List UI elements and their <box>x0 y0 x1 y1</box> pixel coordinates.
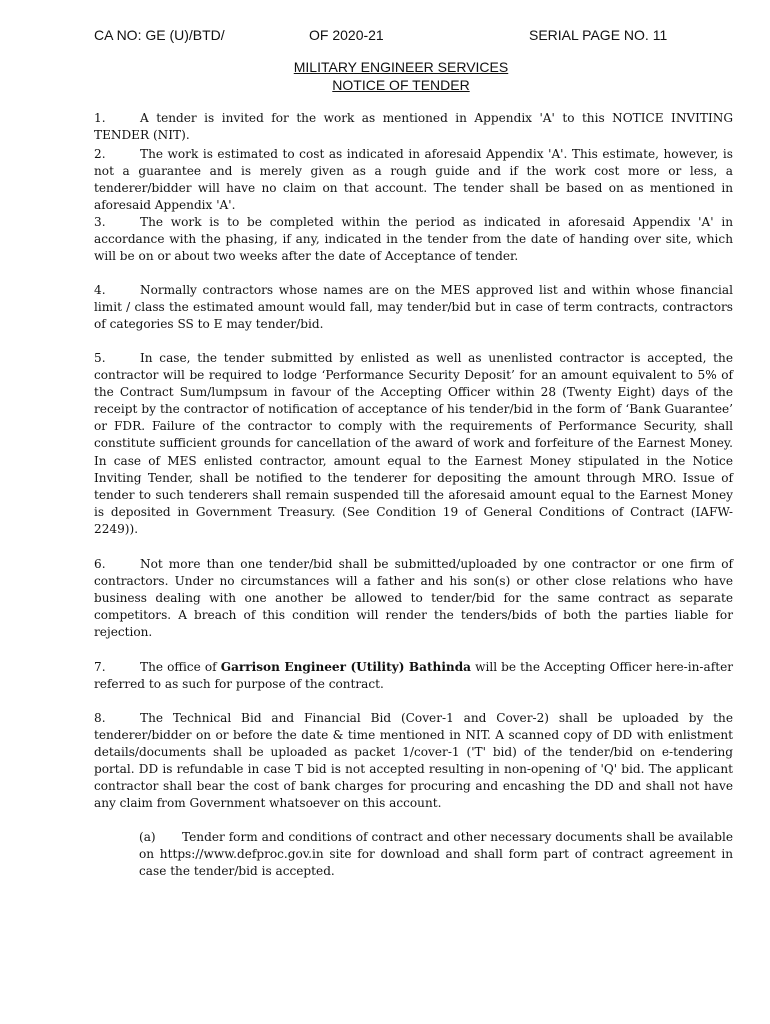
paragraph-number: 4. <box>94 283 106 297</box>
paragraph-4 <box>94 282 733 333</box>
paragraph-number: (a) <box>139 830 156 844</box>
paragraph-3 <box>94 214 733 265</box>
paragraph-number: 1. <box>94 111 106 125</box>
paragraph-number: 8. <box>94 711 106 725</box>
paragraph-number: 2. <box>94 147 106 161</box>
paragraph-text: The work is to be completed within the period as indicated in aforesaid Appendix 'A' in accordance with the phasing, if any, indicated in the tender from the date of handing over site, which will be on or about two weeks after the date of Acceptance of tender. <box>94 215 733 264</box>
paragraph-5 <box>94 350 733 538</box>
paragraph-text: Normally contractors whose names are on the MES approved list and within whose financial limit / class the estimated amount would fall, may tender/bid but in case of term contracts, contractors of categories SS to E may tender/bid. <box>94 283 733 332</box>
paragraph-8a <box>139 829 733 880</box>
serial-page-number: SERIAL PAGE NO. 11 <box>529 27 668 43</box>
paragraph-text: Tender form and conditions of contract and other necessary documents shall be available on https://www.defproc.gov.in site for download and shall form part of contract agreement in case the tender/bid is accepted. <box>139 830 733 879</box>
paragraph-number: 7. <box>94 660 106 674</box>
paragraph-8 <box>94 710 733 813</box>
paragraph-text-before: The office of <box>140 660 221 674</box>
paragraph-text-after: will be the Accepting Officer here-in-after referred to as such for purpose of the contract. <box>94 660 734 692</box>
paragraph-text: Not more than one tender/bid shall be submitted/uploaded by one contractor or one firm of contractors. Under no circumstances will a father and his son(s) or other close relations who have business dealing with one another be allowed to tender/bid for the same contract as separate competitors. A breach of this condition will render the tenders/bids of both the parties liable for rejection. <box>94 557 733 640</box>
contract-year: OF 2020-21 <box>309 27 384 43</box>
document-subtitle: NOTICE OF TENDER <box>332 77 470 93</box>
paragraph-1 <box>94 110 733 144</box>
paragraph-text: The Technical Bid and Financial Bid (Cover-1 and Cover-2) shall be uploaded by the tenderer/bidder on or before the date & time mentioned in NIT. A scanned copy of DD with enlistment details/documents shall be uploaded as packet 1/cover-1 ('T' bid) of the tender/bid on e-tendering portal. DD is refundable in case T bid is not accepted resulting in non-opening of 'Q' bid. The applicant contractor shall bear the cost of bank charges for procuring and encashing the DD and shall not have any claim from Government whatsoever on this account. <box>94 711 733 811</box>
paragraph-2 <box>94 146 733 214</box>
paragraph-text: In case, the tender submitted by enlisted as well as unenlisted contractor is accepted, the contractor will be required to lodge ‘Performance Security Deposit’ for an amount equivalent to 5% of the Contract Sum/lumpsum in favour of the Accepting Officer within 28 (Twenty Eight) days of the receipt by the contractor of notification of acceptance of his tender/bid in the form of ‘Bank Guarantee’ or FDR. Failure of the contractor to comply with the requirements of Performance Security, shall constitute sufficient grounds for cancellation of the award of work and forfeiture of the Earnest Money. In case of MES enlisted contractor, amount equal to the Earnest Money stipulated in the Notice Inviting Tender, shall be notified to the tenderer for depositing the amount through MRO. Issue of tender to such tenderers shall remain suspended till the aforesaid amount equal to the Earnest Money is deposited in Government Treasury. (See Condition 19 of General Conditions of Contract (IAFW-2249)). <box>94 351 733 536</box>
paragraph-text: The work is estimated to cost as indicated in aforesaid Appendix 'A'. This estimate, however, is not a guarantee and is merely given as a rough guide and if the work cost more or less, a tenderer/bidder will have no claim on that account. The tender shall be based on as mentioned in aforesaid Appendix 'A'. <box>94 147 733 213</box>
document-title: MILITARY ENGINEER SERVICES <box>293 59 509 75</box>
paragraph-7 <box>94 659 733 693</box>
paragraph-text: A tender is invited for the work as mentioned in Appendix 'A' to this NOTICE INVITING TENDER (NIT). <box>94 111 733 143</box>
paragraph-number: 3. <box>94 215 106 229</box>
ca-number: CA NO: GE (U)/BTD/ <box>94 27 225 43</box>
paragraph-number: 6. <box>94 557 106 571</box>
paragraph-number: 5. <box>94 351 106 365</box>
paragraph-6 <box>94 556 733 641</box>
accepting-officer-name: Garrison Engineer (Utility) Bathinda <box>220 660 472 674</box>
